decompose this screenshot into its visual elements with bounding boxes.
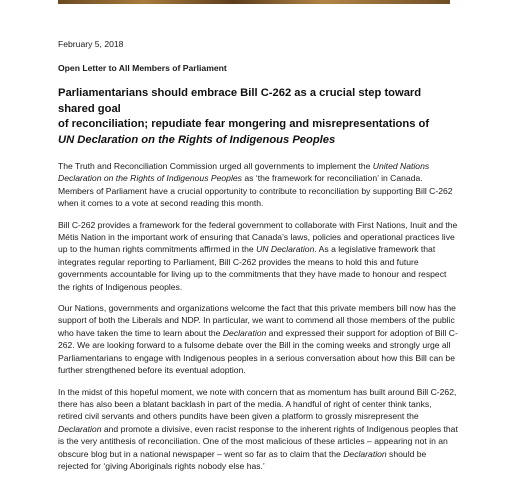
paragraph-3-text-b: and expressed their support for adoption of Bill C-262. We are looking forward to a fulsome debate over the Bill in the coming weeks and strongly urge all Parliamentarians to engage with Indigenous peoples in a serious conversation about how this Bill can be further strengthened before its eventual adoption. [58, 327, 458, 376]
paragraph-1-text-a: The Truth and Reconciliation Commission urged all governments to implement the [58, 161, 373, 171]
paragraph-4-text-b: and promote a divisive, even racist response to the inherent rights of Indigenous peoples that is the very antithesis of reconciliation. One of the most malicious of these articles – appearing not in an obscure blog but in a national newspaper – went so far as to claim that the [58, 423, 458, 459]
paragraph-2-emphasis: UN Declaration [256, 244, 315, 255]
paragraph-3-text-a: Our Nations, governments and organizations welcome the fact that this private members bill now has the support of both the Liberals and NDP. In particular, we want to commend all those members of the public who have taken the time to learn about the [58, 303, 456, 338]
letter-date: February 5, 2018 [58, 39, 124, 49]
paragraph-2 [58, 219, 458, 293]
paragraph-4-emphasis-2: Declaration [343, 448, 387, 459]
letter-body [58, 39, 458, 472]
letter-headline [58, 86, 458, 148]
paragraph-3-emphasis: Declaration [222, 327, 267, 338]
paragraph-4-text-a: In the midst of this hopeful moment, we note with concern that as momentum has built around Bill C-262, there has also been a blatant backlash in part of the media. A handful of right of center think tanks, retired civil servants and others pundits have been given a platform to grossly misrepresent the [58, 386, 457, 422]
headline-line-3: UN Declaration on the Rights of Indigenous Peoples [58, 133, 336, 146]
headline-line-1: Parliamentarians should embrace Bill C-262 as a crucial step toward shared goal [58, 87, 422, 115]
headline-line-2: of reconciliation; repudiate fear mongering and misrepresentations of [58, 118, 430, 130]
paragraph-1-text-b: as ‘the framework for reconciliation’ in Canada. Members of Parliament have a crucial opportunity to contribute to reconciliation by supporting Bill C-262 when it comes to a vote at second reading this month. [58, 173, 453, 209]
header-banner-image [58, 0, 450, 4]
paragraph-4 [58, 386, 458, 473]
paragraph-1 [58, 160, 458, 210]
paragraph-2-text-a: Bill C-262 provides a framework for the federal government to collaborate with First Nations, Inuit and the Métis Nation in the important work of ensuring that Canada’s laws, policies and operational practices live up to the human rights commitments affirmed in the [58, 219, 458, 255]
paragraph-2-text-b: . As a legislative framework that integrates regular reporting to Parliament, Bill C-262 provides the means to hold this and future governments accountable for living up to the commitments that they have made to honour and respect the rights of Indigenous peoples. [58, 244, 447, 292]
paragraph-1-emphasis: United Nations Declaration on the Rights of Indigenous Peoples [58, 161, 430, 184]
paragraph-4-text-c: should be rejected for ‘giving Aboriginals rights nobody else has.’ [58, 448, 427, 471]
letter-salutation: Open Letter to All Members of Parliament [58, 63, 227, 73]
paragraph-4-emphasis-1: Declaration [58, 423, 102, 434]
paragraph-3 [58, 302, 458, 376]
